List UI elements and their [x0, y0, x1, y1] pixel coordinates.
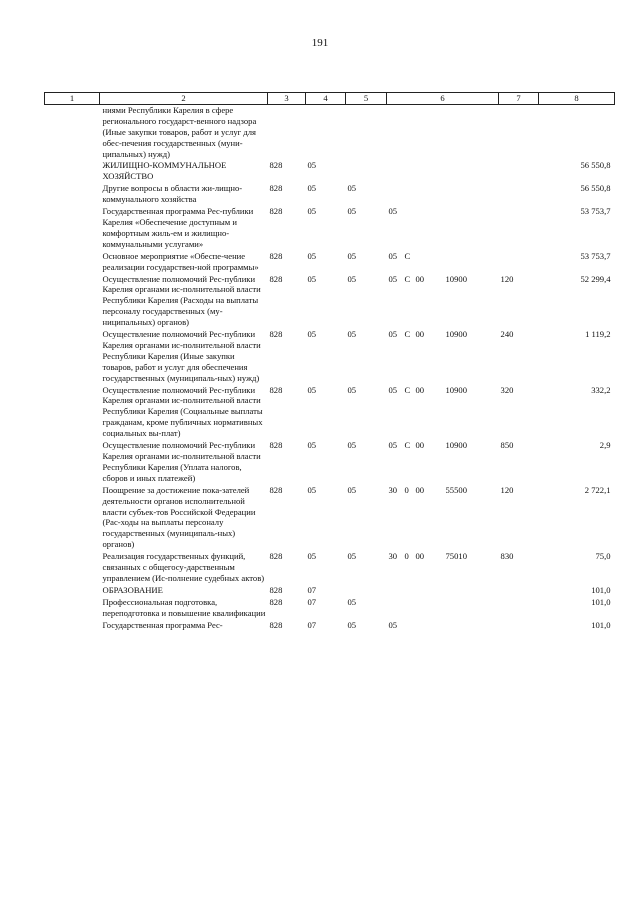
cell-name: Государственная программа Рес-: [102, 619, 223, 630]
header-cell-2: 2: [100, 93, 268, 105]
header-cell-1: 1: [45, 93, 100, 105]
table-row: [45, 620, 615, 632]
cell-p3: 00: [415, 329, 425, 340]
cell-c7: [499, 585, 539, 597]
cell-empty: [45, 385, 100, 441]
cell-empty: [45, 485, 100, 551]
cell-c5: 05: [347, 484, 357, 495]
cell-p1: 05: [388, 206, 398, 217]
cell-p4: 55500: [445, 484, 467, 495]
cell-p3: [414, 251, 444, 274]
cell-c8: 332,2: [591, 384, 611, 395]
cell-p3: [414, 206, 444, 251]
cell-p1: [387, 183, 403, 206]
cell-name: ОБРАЗОВАНИЕ: [102, 584, 163, 595]
cell-c3: 828: [269, 596, 283, 607]
cell-name: ЖИЛИЩНО-КОММУНАЛЬНОЕ ХОЗЯЙСТВО: [102, 160, 227, 182]
cell-p2: 0: [404, 551, 409, 562]
cell-empty: [45, 329, 100, 385]
header-cell-8: 8: [539, 93, 615, 105]
cell-c5: 05: [347, 273, 357, 284]
table-row: [45, 160, 615, 183]
cell-name: Осуществление полномочий Рес-публики Карелия органами ис-полнительной власти Республики Карелия (Социальные выплаты гражданам, кроме публичных нормативных социальных вы-плат): [102, 384, 263, 439]
cell-p3: [414, 104, 444, 160]
cell-empty: [45, 440, 100, 485]
table-row: [45, 440, 615, 485]
cell-p2: 0: [404, 484, 409, 495]
table-row: [45, 104, 615, 160]
cell-p2: [403, 183, 414, 206]
cell-p1: 05: [388, 329, 398, 340]
cell-c8: 56 550,8: [580, 183, 611, 194]
cell-p3: [414, 183, 444, 206]
cell-c5: 05: [347, 329, 357, 340]
cell-c8: [539, 104, 615, 160]
table-row: [45, 551, 615, 585]
cell-p1: 05: [388, 440, 398, 451]
cell-c3: 828: [269, 329, 283, 340]
cell-c7: 320: [500, 384, 514, 395]
cell-empty: [45, 597, 100, 620]
cell-p2: [403, 160, 414, 183]
cell-c7: [499, 104, 539, 160]
cell-c7: 830: [500, 551, 514, 562]
cell-empty: [45, 274, 100, 330]
cell-c5: [346, 585, 387, 597]
cell-p4: 10900: [445, 329, 467, 340]
cell-c3: 828: [269, 584, 283, 595]
cell-c3: [268, 104, 306, 160]
cell-c5: [346, 104, 387, 160]
cell-p1: [387, 585, 403, 597]
cell-name: Осуществление полномочий Рес-публики Карелия органами ис-полнительной власти Республики Карелия (Расходы на выплаты персоналу государственных (му-ниципальных) органов): [102, 273, 261, 328]
cell-c4: 05: [307, 183, 317, 194]
cell-empty: [45, 104, 100, 160]
cell-c7: [499, 183, 539, 206]
header-cell-5: 5: [346, 93, 387, 105]
table-row: [45, 251, 615, 274]
cell-c8: 53 753,7: [580, 206, 611, 217]
cell-c7: 850: [500, 440, 514, 451]
cell-c4: 05: [307, 440, 317, 451]
cell-c3: 828: [269, 250, 283, 261]
cell-p1: 05: [388, 619, 398, 630]
cell-c5: 05: [347, 250, 357, 261]
cell-c4: 05: [307, 160, 317, 171]
cell-c5: 05: [347, 596, 357, 607]
cell-p2: С: [404, 440, 411, 451]
cell-p3: [414, 160, 444, 183]
cell-c7: 240: [500, 329, 514, 340]
cell-name: Поощрение за достижение пока-зателей деятельности органов исполнительной власти субъек-тов Российской Федерации (Рас-ходы на выплаты персоналу государственных (муниципаль-ных) органов): [102, 484, 256, 550]
cell-c8: 1 119,2: [585, 329, 611, 340]
cell-p2: [403, 104, 414, 160]
cell-p2: С: [404, 329, 411, 340]
cell-c7: 120: [500, 484, 514, 495]
page-number: 191: [311, 37, 329, 49]
cell-c7: [499, 251, 539, 274]
cell-name: Государственная программа Рес-публики Карелия «Обеспечение доступным и комфортным жиль-ем и жилищно-коммунальными услугами»: [102, 206, 254, 249]
table-row: [45, 485, 615, 551]
cell-c8: 2 722,1: [584, 484, 611, 495]
cell-p3: [414, 620, 444, 632]
cell-p3: 00: [415, 551, 425, 562]
cell-c4: 05: [307, 329, 317, 340]
cell-c4: 07: [307, 596, 317, 607]
cell-p4: [444, 206, 499, 251]
cell-c5: 05: [347, 183, 357, 194]
cell-c4: 05: [307, 273, 317, 284]
cell-c3: 828: [269, 619, 283, 630]
cell-c7: [499, 620, 539, 632]
cell-p1: 05: [388, 250, 398, 261]
table-row: [45, 206, 615, 251]
cell-c4: 05: [307, 384, 317, 395]
table-row: [45, 597, 615, 620]
cell-c8: 75,0: [595, 551, 611, 562]
cell-name: Реализация государственных функций, связанных с общегосу-дарственным управлением (Ис-полнение судебных актов): [102, 551, 265, 583]
cell-p4: [444, 597, 499, 620]
cell-p4: [444, 620, 499, 632]
cell-p4: [444, 183, 499, 206]
cell-c3: 828: [269, 384, 283, 395]
cell-p4: [444, 104, 499, 160]
cell-p1: [387, 597, 403, 620]
cell-c5: 05: [347, 619, 357, 630]
cell-p1: 05: [388, 384, 398, 395]
cell-c4: [306, 104, 346, 160]
table-row: [45, 329, 615, 385]
header-cell-4: 4: [306, 93, 346, 105]
cell-c3: 828: [269, 440, 283, 451]
cell-p4: 75010: [445, 551, 467, 562]
cell-c8: 52 299,4: [580, 273, 611, 284]
cell-p1: [387, 104, 403, 160]
cell-p3: 00: [415, 273, 425, 284]
cell-c8: 56 550,8: [580, 160, 611, 171]
cell-p3: [414, 597, 444, 620]
cell-p3: [414, 585, 444, 597]
cell-empty: [45, 206, 100, 251]
cell-c4: 05: [307, 206, 317, 217]
cell-p1: 30: [388, 551, 398, 562]
cell-c3: 828: [269, 183, 283, 194]
cell-c4: 05: [307, 551, 317, 562]
header-cell-7: 7: [499, 93, 539, 105]
cell-p2: [403, 585, 414, 597]
cell-c8: 101,0: [591, 596, 611, 607]
table-row: [45, 585, 615, 597]
cell-c3: 828: [269, 273, 283, 284]
cell-c7: [499, 160, 539, 183]
cell-c5: 05: [347, 551, 357, 562]
cell-c5: 05: [347, 384, 357, 395]
budget-table: [44, 92, 615, 632]
cell-p1: 30: [388, 484, 398, 495]
cell-c8: 2,9: [599, 440, 611, 451]
table-body: [45, 104, 615, 631]
cell-c4: 05: [307, 250, 317, 261]
cell-c4: 05: [307, 484, 317, 495]
table-row: [45, 183, 615, 206]
header-row: [45, 93, 615, 105]
cell-p4: [444, 160, 499, 183]
cell-p2: С: [404, 250, 411, 261]
cell-p2: С: [404, 384, 411, 395]
cell-c8: 53 753,7: [580, 250, 611, 261]
cell-c7: [499, 206, 539, 251]
cell-empty: [45, 620, 100, 632]
cell-p3: 00: [415, 484, 425, 495]
cell-c7: [499, 597, 539, 620]
cell-empty: [45, 160, 100, 183]
cell-c3: 828: [269, 484, 283, 495]
cell-p4: 10900: [445, 440, 467, 451]
cell-empty: [45, 183, 100, 206]
cell-c4: 07: [307, 619, 317, 630]
cell-c7: 120: [500, 273, 514, 284]
cell-name: Основное мероприятие «Обеспе-чение реализации государствен-ной программы»: [102, 250, 259, 272]
cell-p2: [403, 620, 414, 632]
cell-name: Другие вопросы в области жи-лищно-коммунального хозяйства: [102, 183, 243, 205]
cell-p2: С: [404, 273, 411, 284]
cell-c3: 828: [269, 160, 283, 171]
cell-p4: [444, 251, 499, 274]
cell-p1: [387, 160, 403, 183]
cell-name: ниями Республики Карелия в сфере регионального государст-венного надзора (Иные закупки товаров, работ и услуг для обес-печения государственных (муни-ципальных) нужд): [102, 104, 257, 159]
cell-name: Профессиональная подготовка, переподготовка и повышение квалификации: [102, 596, 266, 618]
table-row: [45, 274, 615, 330]
cell-c8: 101,0: [591, 584, 611, 595]
header-cell-3: 3: [268, 93, 306, 105]
cell-c3: 828: [269, 551, 283, 562]
cell-p4: [444, 585, 499, 597]
cell-p3: 00: [415, 384, 425, 395]
cell-p4: 10900: [445, 384, 467, 395]
header-cell-6: 6: [387, 93, 499, 105]
cell-p4: 10900: [445, 273, 467, 284]
cell-c3: 828: [269, 206, 283, 217]
cell-c8: 101,0: [591, 619, 611, 630]
cell-c5: [346, 160, 387, 183]
cell-empty: [45, 251, 100, 274]
cell-p2: [403, 206, 414, 251]
cell-p3: 00: [415, 440, 425, 451]
cell-empty: [45, 585, 100, 597]
cell-p1: 05: [388, 273, 398, 284]
cell-p2: [403, 597, 414, 620]
cell-c5: 05: [347, 206, 357, 217]
cell-c4: 07: [307, 584, 317, 595]
cell-empty: [45, 551, 100, 585]
table-row: [45, 385, 615, 441]
cell-name: Осуществление полномочий Рес-публики Карелия органами ис-полнительной власти Республики Карелия (Уплата налогов, сборов и иных платежей): [102, 440, 261, 483]
cell-c5: 05: [347, 440, 357, 451]
cell-name: Осуществление полномочий Рес-публики Карелия органами ис-полнительной власти Республики Карелия (Иные закупки товаров, работ и услуг для обеспечения государственных (муниципаль-ных) нужд): [102, 329, 261, 383]
